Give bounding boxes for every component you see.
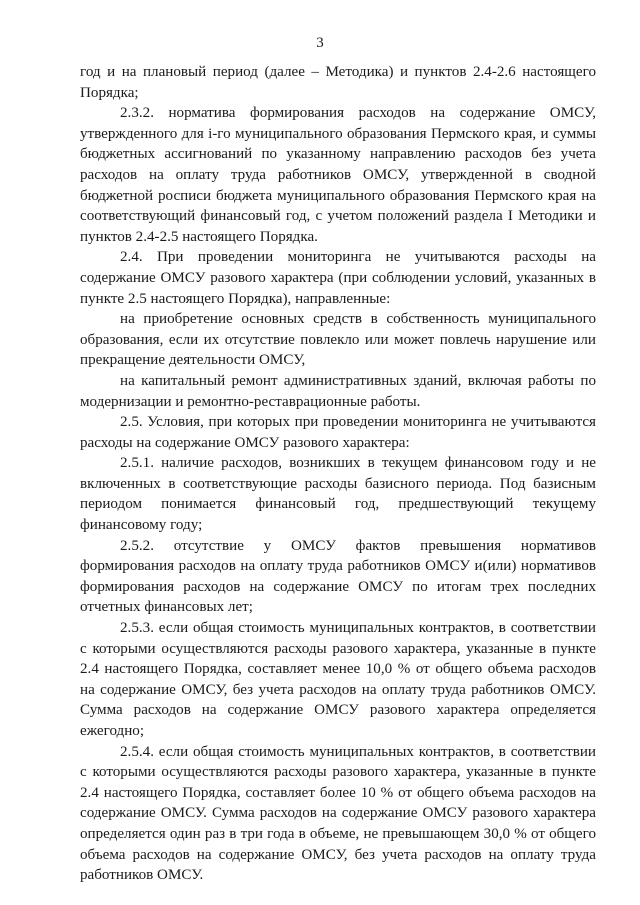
paragraph-2-4: 2.4. При проведении мониторинга не учитываются расходы на содержание ОМСУ разового характера (при соблюдении условий, указанных в пункте 2.5 настоящего Порядка), направленные: (80, 249, 596, 307)
paragraph-continuation: год и на плановый период (далее – Методика) и пунктов 2.4-2.6 настоящего Порядка; (80, 64, 596, 101)
paragraph-2-5-3: 2.5.3. если общая стоимость муниципальных контрактов, в соответствии с которыми осуществляются расходы разового характера, указанные в пункте 2.4 настоящего Порядка, составляет менее 10,0 % от общего объема расходов на содержание ОМСУ, без учета расходов на оплату труда работников ОМСУ. Сумма расходов на содержание ОМСУ разового характера определяется ежегодно; (80, 620, 596, 739)
paragraph-2-5-1: 2.5.1. наличие расходов, возникших в текущем финансовом году и не включенных в соответствующие расходы базисного периода. Под базисным периодом понимается финансовый год, предшествующий текущему финансовому году; (80, 455, 596, 534)
paragraph-fixed-assets: на приобретение основных средств в собственность муниципального образования, если их отсутствие повлекло или может повлечь нарушение или прекращение деятельности ОМСУ, (80, 311, 596, 369)
paragraph-capital-repair: на капитальный ремонт административных зданий, включая работы по модернизации и ремонтно-реставрационные работы. (80, 372, 596, 410)
page-number: 3 (316, 35, 324, 51)
document-body (80, 62, 596, 886)
paragraph-2-5: 2.5. Условия, при которых при проведении мониторинга не учитываются расходы на содержание ОМСУ разового характера: (80, 414, 596, 451)
paragraph-2-5-2: 2.5.2. отсутствие у ОМСУ фактов превышения нормативов формирования расходов на оплату труда работников ОМСУ и(или) нормативов формирования расходов на содержание ОМСУ по итогам трех последних отчетных финансовых лет; (80, 537, 596, 616)
paragraph-2-3-2: 2.3.2. норматива формирования расходов на содержание ОМСУ, утвержденного для i-го муниципального образования Пермского края, и суммы бюджетных ассигнований по указанному направлению расходов без учета расходов на оплату труда работников ОМСУ, утвержденной в сводной бюджетной росписи бюджета муниципального образования Пермского края на соответствующий финансовый год, с учетом положений раздела I Методики и пунктов 2.4-2.5 настоящего Порядка. (80, 105, 596, 245)
paragraph-2-5-4: 2.5.4. если общая стоимость муниципальных контрактов, в соответствии с которыми осуществляются расходы разового характера, указанные в пункте 2.4 настоящего Порядка, составляет более 10 % от общего объема расходов на содержание ОМСУ. Сумма расходов на содержание ОМСУ разового характера определяется один раз в три года в объеме, не превышающем 30,0 % от общего объема расходов на содержание ОМСУ, без учета расходов на оплату труда работников ОМСУ. (80, 743, 596, 884)
